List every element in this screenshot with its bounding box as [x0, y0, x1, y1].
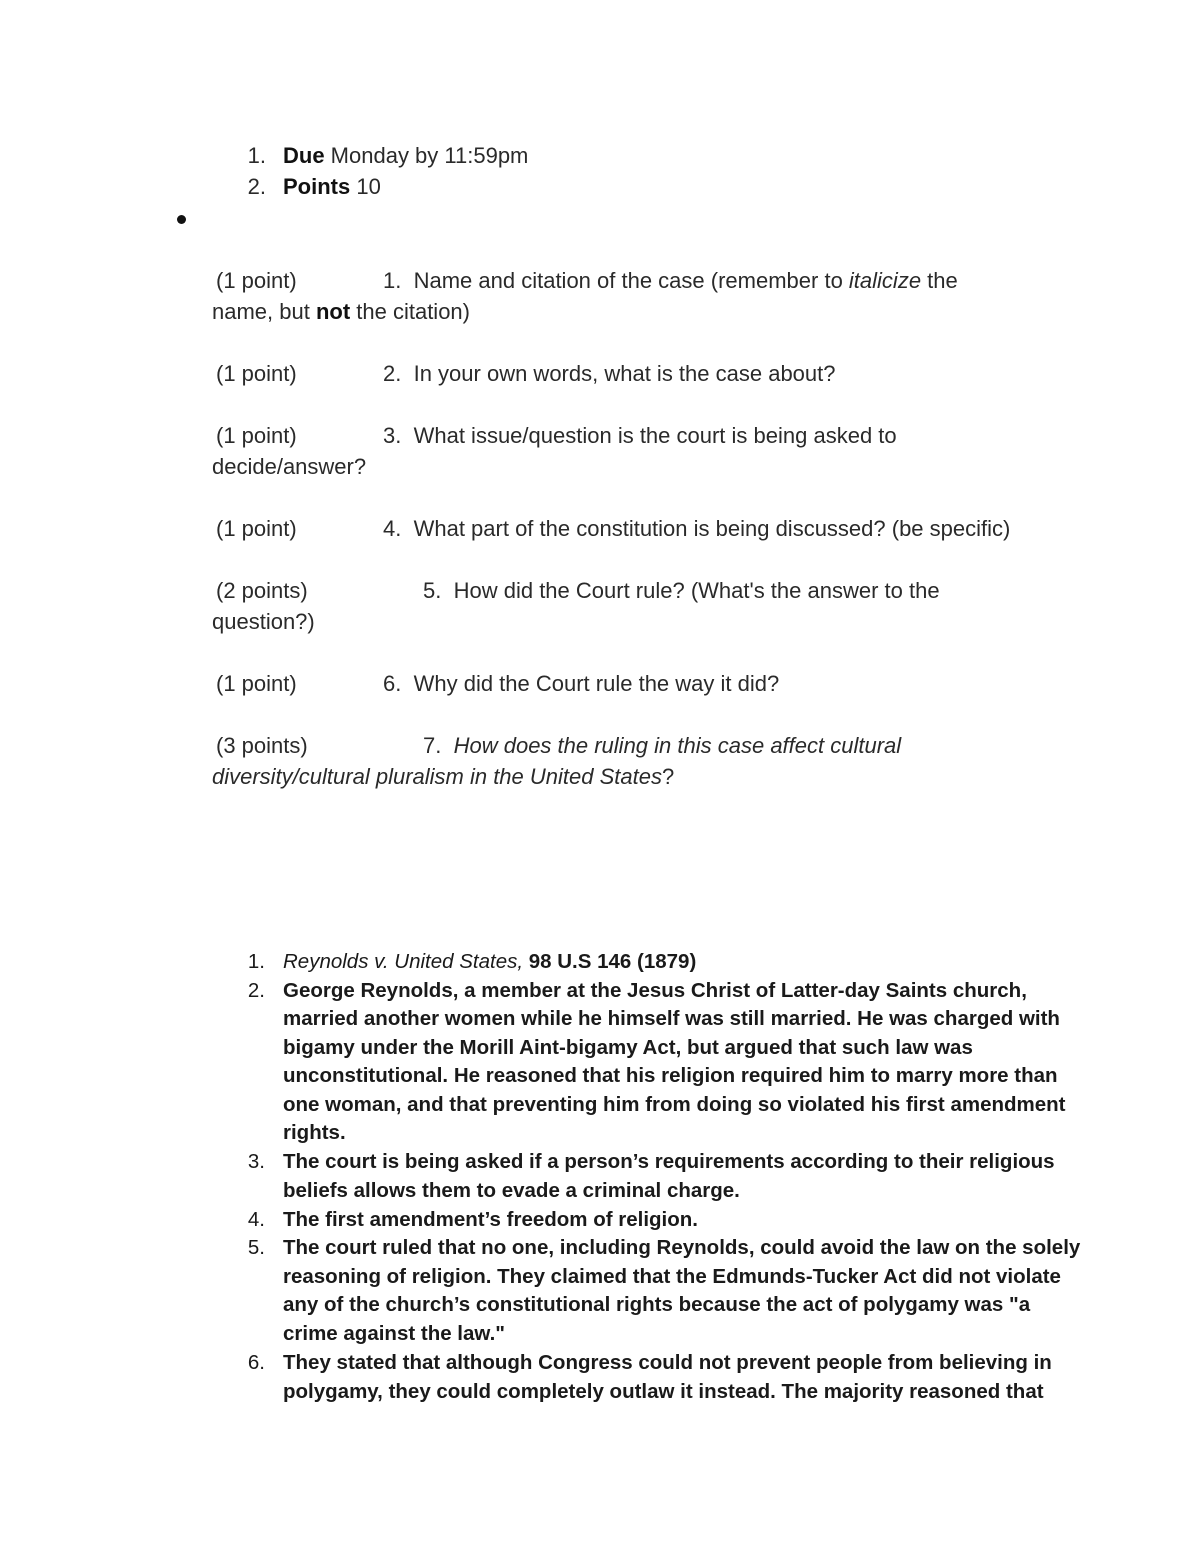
- answer-line: any of the church’s constitutional rights because the act of polygamy was "a: [283, 1293, 1031, 1316]
- answer-line: George Reynolds, a member at the Jesus Christ of Latter-day Saints church,: [283, 979, 1027, 1002]
- header-item-number: 2.: [247, 174, 266, 199]
- due-label: Due: [283, 143, 325, 168]
- due-item: [283, 143, 528, 169]
- points-value: 10: [350, 174, 381, 199]
- answer-number: 2.: [247, 979, 265, 1002]
- question-text: the citation): [350, 299, 470, 324]
- question-3: [383, 423, 897, 449]
- question-points: (1 point): [216, 268, 297, 293]
- answer-number: 5.: [247, 1236, 265, 1259]
- answer-line: The court ruled that no one, including Reynolds, could avoid the law on the solely: [283, 1236, 1081, 1259]
- question-number: 4.: [383, 516, 402, 541]
- answer-line: bigamy under the Morill Aint-bigamy Act, but argued that such law was: [283, 1036, 973, 1059]
- question-3-line2: decide/answer?: [212, 454, 367, 479]
- question-2: [383, 361, 836, 387]
- question-6: [383, 671, 779, 697]
- answer-line: reasoning of religion. They claimed that the Edmunds-Tucker Act did not violate: [283, 1265, 1061, 1288]
- question-5: [423, 578, 940, 604]
- bullet-marker: [177, 215, 186, 224]
- answer-1: [283, 950, 696, 974]
- question-text: Name and citation of the case (remember to: [413, 268, 849, 293]
- question-7: [423, 733, 901, 759]
- question-text: Why did the Court rule the way it did?: [413, 671, 780, 696]
- answer-number: 3.: [247, 1150, 265, 1173]
- question-points: (3 points): [216, 733, 308, 758]
- answer-line: The court is being asked if a person’s requirements according to their religious: [283, 1150, 1055, 1173]
- answer-line: polygamy, they could completely outlaw it instead. The majority reasoned that: [283, 1380, 1044, 1403]
- answer-number: 4.: [247, 1208, 265, 1231]
- question-points: (2 points): [216, 578, 308, 603]
- question-number: 1.: [383, 268, 402, 293]
- header-item-number: 1.: [247, 143, 266, 168]
- question-1-line2: [212, 299, 470, 325]
- question-number: 6.: [383, 671, 402, 696]
- answer-line: rights.: [283, 1121, 346, 1144]
- question-points: (1 point): [216, 516, 297, 541]
- answer-line: They stated that although Congress could not prevent people from believing in: [283, 1351, 1052, 1374]
- question-text: In your own words, what is the case about?: [413, 361, 836, 386]
- answer-number: 1.: [247, 950, 265, 973]
- question-4: [383, 516, 1010, 542]
- case-citation: 98 U.S 146 (1879): [523, 950, 697, 973]
- question-bold-text: not: [315, 299, 351, 324]
- question-text: name, but: [212, 299, 316, 324]
- question-number: 5.: [423, 578, 442, 603]
- answer-line: beliefs allows them to evade a criminal charge.: [283, 1179, 740, 1202]
- case-name: Reynolds v. United States,: [283, 950, 524, 973]
- question-1: [383, 268, 958, 294]
- answer-line: one woman, and that preventing him from doing so violated his first amendment: [283, 1093, 1066, 1116]
- question-number: 7.: [423, 733, 442, 758]
- question-text: What issue/question is the court is being asked to: [413, 423, 897, 448]
- question-text: What part of the constitution is being discussed? (be specific): [413, 516, 1011, 541]
- answer-line: married another women while he himself was still married. He was charged with: [283, 1007, 1060, 1030]
- question-text: How did the Court rule? (What's the answer to the: [453, 578, 940, 603]
- question-italic-text: italicize: [848, 268, 922, 293]
- points-item: [283, 174, 381, 200]
- question-points: (1 point): [216, 671, 297, 696]
- question-points: (1 point): [216, 423, 297, 448]
- due-value: Monday by 11:59pm: [324, 143, 529, 168]
- question-text: the: [921, 268, 958, 293]
- question-italic-text: diversity/cultural pluralism in the United States: [212, 764, 662, 789]
- answer-line: unconstitutional. He reasoned that his religion required him to marry more than: [283, 1064, 1058, 1087]
- points-label: Points: [283, 174, 351, 199]
- question-points: (1 point): [216, 361, 297, 386]
- question-number: 2.: [383, 361, 402, 386]
- question-5-line2: question?): [212, 609, 315, 634]
- answer-line: The first amendment’s freedom of religion.: [283, 1208, 698, 1231]
- question-italic-text: How does the ruling in this case affect cultural: [453, 733, 902, 758]
- answer-line: crime against the law.": [283, 1322, 506, 1345]
- question-number: 3.: [383, 423, 402, 448]
- question-text: ?: [661, 764, 675, 789]
- question-7-line2: [212, 764, 674, 790]
- answer-number: 6.: [247, 1351, 265, 1374]
